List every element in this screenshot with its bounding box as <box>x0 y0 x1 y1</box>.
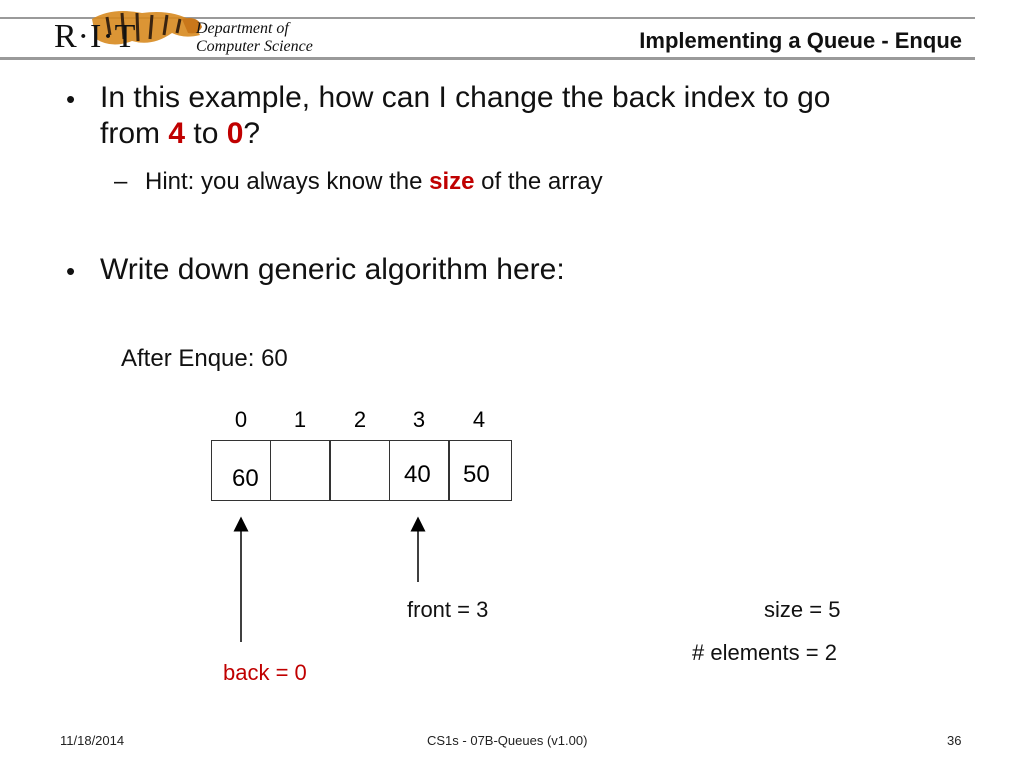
array-cell-value: 60 <box>232 465 259 492</box>
footer-date: 11/18/2014 <box>60 733 125 748</box>
sub-bullet-dash: – <box>114 168 128 195</box>
bullet-1-line1: In this example, how can I change the back index to go <box>100 81 831 114</box>
bullet-1-from: from <box>100 117 169 150</box>
hint-text-end: of the array <box>474 168 603 195</box>
bullet-1-number-0: 0 <box>226 117 244 150</box>
size-label: size = 5 <box>764 597 841 622</box>
bullet-dot-icon: • <box>66 84 76 114</box>
bullet-dot-icon: • <box>66 256 76 286</box>
array-cell-value: 50 <box>463 461 490 488</box>
logo-dept-line2: Computer Science <box>196 38 313 55</box>
bullet-1-to: to <box>185 117 227 150</box>
logo-dept-line1: Department of <box>196 20 289 37</box>
array-index: 1 <box>293 407 307 432</box>
bullet-1-number-4: 4 <box>168 117 186 150</box>
array-index: 3 <box>412 407 426 432</box>
logo-letters: R·I·T <box>54 18 137 55</box>
elements-label: # elements = 2 <box>692 640 837 665</box>
diagram-caption: After Enque: 60 <box>121 345 288 372</box>
footer-course: CS1s - 07B-Queues (v1.00) <box>427 733 588 748</box>
array-index: 0 <box>234 407 248 432</box>
bullet-1-question-mark: ? <box>243 117 261 150</box>
front-label: front = 3 <box>407 597 489 622</box>
bullet-2: Write down generic algorithm here: <box>100 253 565 286</box>
footer-page-number: 36 <box>947 733 962 748</box>
hint-size-word: size <box>429 168 475 195</box>
hint-text: Hint: you always know the <box>145 168 430 195</box>
slide-title: Implementing a Queue - Enque <box>639 28 962 53</box>
array-index: 2 <box>353 407 367 432</box>
back-label: back = 0 <box>223 660 307 685</box>
array-index: 4 <box>472 407 486 432</box>
array-cell-value: 40 <box>404 461 431 488</box>
